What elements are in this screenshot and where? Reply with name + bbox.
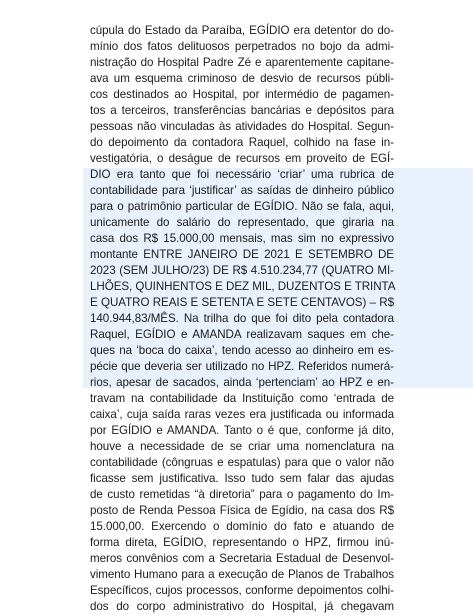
text-line: cos destinados ao Hospital, por intermédio de pagamen- bbox=[90, 88, 394, 101]
text-line: forma direta, EGÍDIO, representando o HPZ, firmou inú- bbox=[90, 536, 394, 549]
text-line: Específicos, cujos processos, conforme depoimentos colhi- bbox=[90, 584, 394, 597]
text-line: houve a necessidade de se criar uma nomenclatura na bbox=[90, 440, 394, 453]
text-line: para o patrimônio particular de EGÍDIO. Não se fala, aqui, bbox=[90, 200, 394, 213]
text-line: 140.944,83/MÊS. Na trilha do que foi dito pela contadora bbox=[90, 312, 394, 325]
text-line: por EGÍDIO e AMANDA. Tanto o é que, conforme já dito, bbox=[90, 424, 394, 437]
text-line: mínio dos fatos delituosos perpetrados no bojo da admi- bbox=[90, 40, 394, 53]
text-line: nistração do Hospital Padre Zé e aparentemente capitane- bbox=[90, 56, 394, 69]
text-line: Raquel, EGÍDIO e AMANDA realizavam saques em che- bbox=[90, 328, 394, 341]
text-line: travam na contabilidade da Instituição como ‘entrada de bbox=[90, 392, 394, 405]
text-line: posto de Renda Pessoa Física de Egídio, na casa dos R$ bbox=[90, 504, 394, 517]
text-line: contabilidade para ‘justificar’ as saídas de dinheiro público bbox=[90, 184, 394, 197]
text-line: DIO era tanto que foi necessário ‘criar’ uma rubrica de bbox=[90, 168, 394, 181]
text-line: LHÕES, QUINHENTOS E DEZ MIL, DUZENTOS E TRINTA bbox=[90, 280, 396, 293]
text-line: rios, apesar de sacados, ainda ‘pertenciam’ ao HPZ e en- bbox=[90, 376, 394, 389]
text-line: 15.000,00. Exercendo o domínio do fato e atuando de bbox=[90, 520, 394, 533]
text-line: pécie que deveria ser utilizado no HPZ. Referidos numerá- bbox=[90, 360, 394, 373]
text-line: ava um esquema criminoso de desvio de recursos públi- bbox=[90, 72, 394, 85]
text-line: cúpula do Estado da Paraíba, EGÍDIO era detentor do do- bbox=[90, 24, 394, 37]
text-line: pessoas não vinculadas às atividades do Hospital. Segun- bbox=[90, 120, 394, 133]
text-line: 2023 (SEM JULHO/23) DE R$ 4.510.234,77 (QUATRO MI- bbox=[90, 264, 394, 277]
text-line: meros convênios com a Secretaria Estadual de Desenvol- bbox=[90, 552, 394, 565]
text-line: ques na ‘boca do caixa’, tendo acesso ao dinheiro em es- bbox=[90, 344, 394, 357]
text-line: unicamente do salário do representado, que giraria na bbox=[90, 216, 394, 229]
text-line: montante ENTRE JANEIRO DE 2021 E SETEMBRO DE bbox=[90, 248, 394, 261]
text-line: dos do corpo administrativo do Hospital, já chegavam bbox=[90, 600, 394, 613]
text-line: E QUATRO REAIS E SETENTA E SETE CENTAVOS) – R$ bbox=[90, 296, 394, 309]
text-line: casa dos R$ 15.000,00 mensais, mas sim no expressivo bbox=[90, 232, 394, 245]
document-paragraph bbox=[90, 23, 394, 615]
text-line: contabilidade (côngruas e espatulas) para que o valor não bbox=[90, 456, 394, 469]
text-line: caixa’, cuja saída raras vezes era justificada ou informada bbox=[90, 408, 394, 421]
text-line: de custo remetidas “à diretoria” para o pagamento do Im- bbox=[90, 488, 394, 501]
text-line: vestigatória, o deságue de recursos em proveito de EGÍ- bbox=[90, 152, 394, 165]
text-line: do depoimento da contadora Raquel, colhido na fase in- bbox=[90, 136, 394, 149]
text-line: vimento Humano para a execução de Planos de Trabalhos bbox=[90, 568, 394, 581]
text-line: ficasse sem justificativa. Isso tudo sem falar das ajudas bbox=[90, 472, 394, 485]
text-line: tos a terceiros, transferências bancárias e depósitos para bbox=[90, 104, 394, 117]
